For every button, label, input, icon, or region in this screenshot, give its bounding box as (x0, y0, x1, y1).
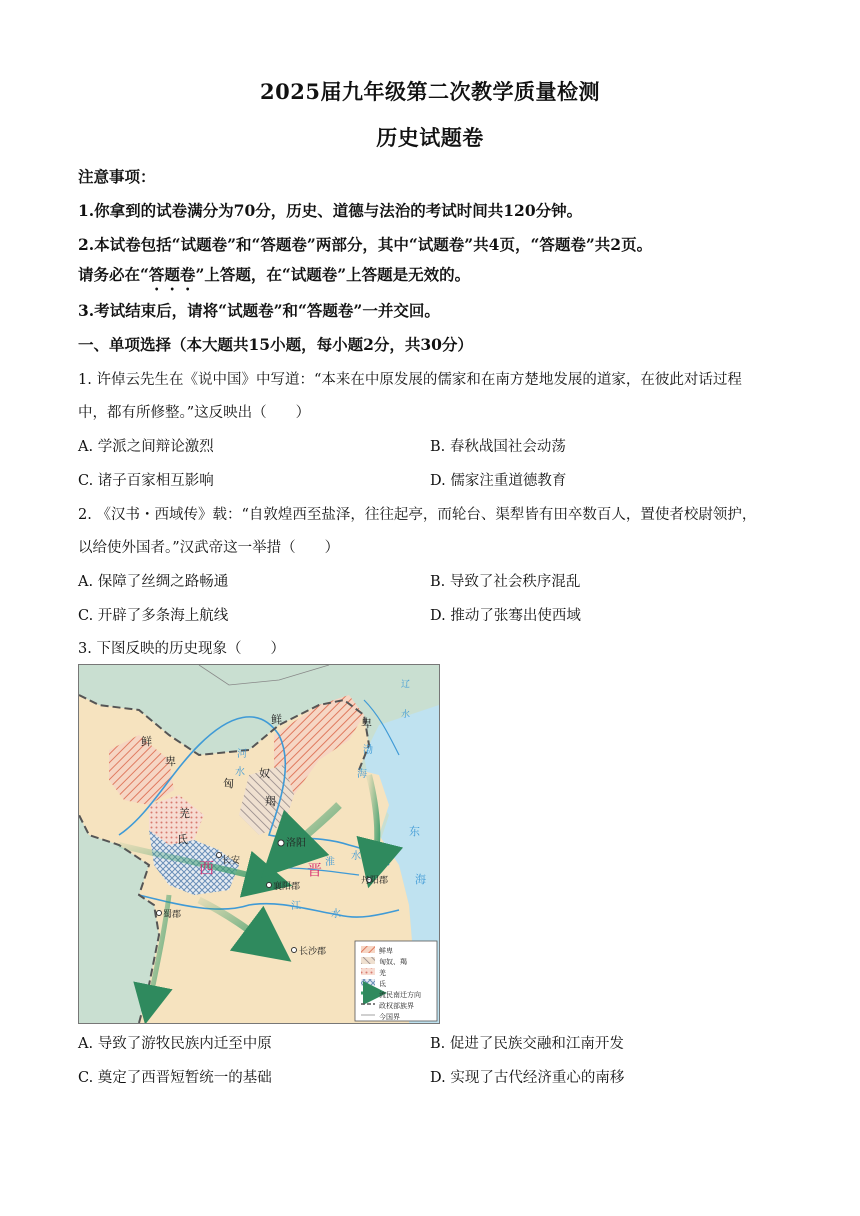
legend-label-arrow: 流民南迁方向 (379, 991, 421, 999)
question-1-option-a[interactable]: A. 学派之间辩论激烈 (78, 439, 214, 455)
label-jin: 晋 (307, 861, 323, 879)
label-jiang-2: 水 (331, 909, 341, 920)
label-xiongnu-1: 匈 (223, 777, 234, 790)
note-item-2-text-a: 请务必在“ (78, 265, 149, 284)
label-hai-1: 海 (357, 769, 367, 780)
label-he-1: 河 (237, 749, 247, 760)
note-item-2-line-1: 2.本试卷包括“试题卷”和“答题卷”两部分，其中“试题卷”共4页，“答题卷”共2页。 (78, 235, 653, 254)
exam-subtitle: 历史试题卷 (376, 125, 484, 150)
question-2-line-1: 2. 《汉书・西域传》载：“自敦煌西至盐泽，往往起亭，而轮台、渠犁皆有田卒数百人，置使者校尉领护， (78, 507, 757, 523)
legend-swatch-di (361, 979, 375, 986)
luoyang-dot (278, 840, 284, 846)
legend-swatch-xiongnu (361, 957, 375, 964)
question-3-option-d[interactable]: D. 实现了古代经济重心的南移 (430, 1070, 625, 1086)
label-xi: 西 (199, 859, 215, 877)
label-danyang: 丹阳郡 (361, 876, 389, 886)
question-1-option-b[interactable]: B. 春秋战国社会动荡 (430, 439, 566, 455)
legend-label-modern: 今国界 (379, 1013, 400, 1021)
label-xianbei-w1: 鲜 (141, 735, 152, 748)
label-he-2: 水 (235, 767, 245, 778)
question-2-option-c[interactable]: C. 开辟了多条海上航线 (78, 608, 229, 624)
label-xianbei-w2: 卑 (165, 755, 176, 768)
notes-heading: 注意事项： (78, 167, 156, 186)
question-2-option-b[interactable]: B. 导致了社会秩序混乱 (430, 574, 581, 590)
question-3-line-1: 3. 下图反映的历史现象（ ） (78, 641, 285, 657)
legend-label-regime: 政权部族界 (379, 1002, 414, 1010)
question-2-line-2: 以给使外国者。”汉武帝这一举措（ ） (78, 540, 340, 556)
question-2-option-a[interactable]: A. 保障了丝绸之路畅通 (78, 574, 229, 590)
legend-swatch-xianbei (361, 946, 375, 953)
label-bo: 渤 (363, 745, 373, 756)
label-xiangyang: 襄阳郡 (273, 882, 301, 892)
label-luoyang: 洛阳 (286, 838, 306, 849)
map-legend (355, 941, 437, 1021)
label-qiang: 羌 (179, 807, 190, 820)
question-1-line-1: 1. 许倬云先生在《说中国》中写道：“本来在中原发展的儒家和在南方楚地发展的道家，在彼此对话过程 (78, 372, 742, 388)
section-heading: 一、单项选择（本大题共15小题，每小题2分，共30分） (78, 335, 473, 354)
label-changan: 长安 (222, 856, 241, 866)
question-1-line-2: 中，都有所修整。”这反映出（ ） (78, 405, 311, 421)
label-jie: 羯 (265, 795, 276, 808)
question-3-option-c[interactable]: C. 奠定了西晋短暂统一的基础 (78, 1070, 272, 1086)
exam-title: 2025届九年级第二次教学质量检测 (260, 79, 600, 104)
label-shujun: 蜀郡 (163, 910, 182, 920)
question-3-option-b[interactable]: B. 促进了民族交融和江南开发 (430, 1036, 624, 1052)
note-item-1: 1.你拿到的试卷满分为70分，历史、道德与法治的考试时间共120分钟。 (78, 201, 583, 220)
xiangyang-dot (267, 883, 272, 888)
legend-label-xiongnu: 匈奴、羯 (379, 958, 407, 966)
changan-dot (217, 853, 222, 858)
question-2-option-d[interactable]: D. 推动了张骞出使西域 (430, 608, 581, 624)
label-xianbei-n2: 卑 (361, 717, 372, 730)
migration-map (78, 664, 440, 1024)
label-changsha: 长沙郡 (299, 947, 327, 957)
note-item-2-text-b: ”上答题，在“试题卷”上答题是无效的。 (195, 265, 471, 284)
question-1-option-d[interactable]: D. 儒家注重道德教育 (430, 473, 567, 489)
legend-label-di: 氐 (379, 980, 386, 988)
question-1-option-c[interactable]: C. 诸子百家相互影响 (78, 473, 214, 489)
legend-label-xianbei: 鲜卑 (379, 947, 393, 955)
question-3-option-a[interactable]: A. 导致了游牧民族内迁至中原 (78, 1036, 272, 1052)
label-jiang-1: 江 (291, 901, 301, 912)
label-liao-shui: 水 (401, 710, 411, 720)
label-huai-2: 水 (351, 851, 361, 862)
legend-label-qiang: 羌 (379, 969, 386, 977)
note-item-2-emphasis: 答题卷 (148, 265, 196, 284)
label-huai-1: 淮 (325, 857, 335, 868)
label-xianbei-n1: 鲜 (271, 713, 282, 726)
label-di: 氐 (177, 833, 188, 846)
changsha-dot (292, 948, 297, 953)
label-xiongnu-2: 奴 (259, 767, 270, 780)
note-item-3: 3.考试结束后，请将“试题卷”和“答题卷”一并交回。 (78, 301, 440, 320)
note-item-2-line-2 (78, 263, 470, 294)
label-liao: 辽 (401, 680, 411, 690)
label-hai-2: 海 (415, 873, 426, 886)
label-dong: 东 (409, 825, 420, 838)
legend-swatch-qiang (361, 968, 375, 975)
shujun-dot (157, 911, 162, 916)
